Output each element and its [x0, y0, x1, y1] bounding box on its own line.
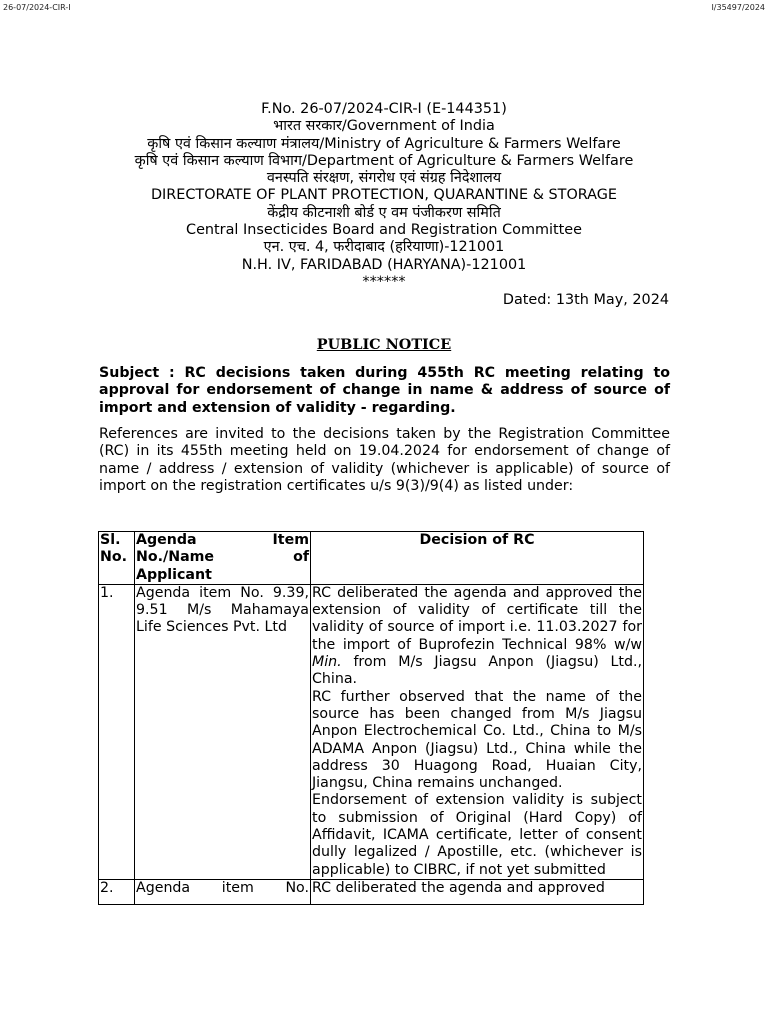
header-agenda: Agenda Item No./Name of Applicant — [136, 532, 309, 583]
decision-paragraph-3: Endorsement of extension validity is subject to submission of Original (Hard Copy) of Affidavit, ICAMA certificate, letter of consent dully legalized / Apostille, etc. (whichever is applicable) to CIBRC, if not yet submitted — [312, 792, 642, 878]
decision-p1-tail: from M/s Jiagsu Anpon (Jiagsu) Ltd., China. — [312, 654, 642, 688]
table-row — [99, 879, 644, 904]
date-line: Dated: 13th May, 2024 — [502, 292, 669, 308]
row-sl-no: 1. — [99, 584, 135, 879]
decision-paragraph-1 — [312, 585, 642, 689]
page-header-left: 26-07/2024-CIR-I — [3, 3, 71, 12]
table-row — [99, 584, 644, 879]
govt-of-india: भारत सरकार/Government of India — [273, 118, 495, 135]
header-decision: Decision of RC — [311, 532, 644, 585]
committee-name-hindi: केंद्रीय कीटनाशी बोर्ड ए वम पंजीकरण समिति — [267, 204, 501, 221]
separator-stars: ****** — [362, 273, 406, 290]
directorate-name: DIRECTORATE OF PLANT PROTECTION, QUARANTINE & STORAGE — [150, 187, 618, 204]
subject-paragraph: Subject : RC decisions taken during 455th RC meeting relating to approval for endorsement of change in name & address of source of import and extension of validity - regarding. — [99, 365, 670, 416]
decision-p1-text: RC deliberated the agenda and approved the extension of validity of certificate till the validity of source of import i.e. 11.03.2027 for the import of Buprofezin Technical 98% w/w — [312, 584, 642, 653]
header-sl-no: Sl. No. — [99, 532, 135, 585]
references-paragraph: References are invited to the decisions taken by the Registration Committee (RC) in its 455th meeting held on 19.04.2024 for endorsement of change of name / address / extension of validity (whichever is applicable) of source of import on the registration certificates u/s 9(3)/9(4) as listed under: — [99, 426, 670, 494]
ministry-name: कृषि एवं किसान कल्याण मंत्रालय/Ministry of Agriculture & Farmers Welfare — [147, 135, 621, 152]
table-header-row — [99, 532, 644, 585]
file-number: F.No. 26-07/2024-CIR-I (E-144351) — [261, 101, 507, 117]
row-decision: RC deliberated the agenda and approved — [311, 879, 644, 904]
decision-p1-italic: Min. — [312, 654, 342, 671]
address-hindi: एन. एच. 4, फरीदाबाद (हरियाणा)-121001 — [263, 239, 505, 256]
row-agenda: Agenda item No. 9.39, 9.51 M/s Mahamaya Life Sciences Pvt. Ltd — [135, 584, 311, 879]
letterhead — [98, 101, 670, 291]
committee-name: Central Insecticides Board and Registration Committee — [186, 222, 582, 239]
address: N.H. IV, FARIDABAD (HARYANA)-121001 — [241, 256, 527, 273]
page-header-right: I/35497/2024 — [711, 3, 765, 12]
row-agenda: Agenda item No. — [135, 879, 311, 904]
directorate-name-hindi: वनस्पति संरक्षण, संगरोध एवं संग्रह निदेशालय — [266, 170, 502, 187]
decisions-table — [98, 531, 644, 905]
row-decision — [311, 584, 644, 879]
row-sl-no: 2. — [99, 879, 135, 904]
notice-title: PUBLIC NOTICE — [316, 336, 452, 353]
department-name: कृषि एवं किसान कल्याण विभाग/Department of Agriculture & Farmers Welfare — [134, 152, 634, 169]
decision-paragraph-2: RC further observed that the name of the source has been changed from M/s Jiagsu Anpon Electrochemical Co. Ltd., China to M/s ADAMA Anpon (Jiagsu) Ltd., China while the address 30 Huagong Road, Huaian City, Jiangsu, China remains unchanged. — [312, 688, 642, 792]
